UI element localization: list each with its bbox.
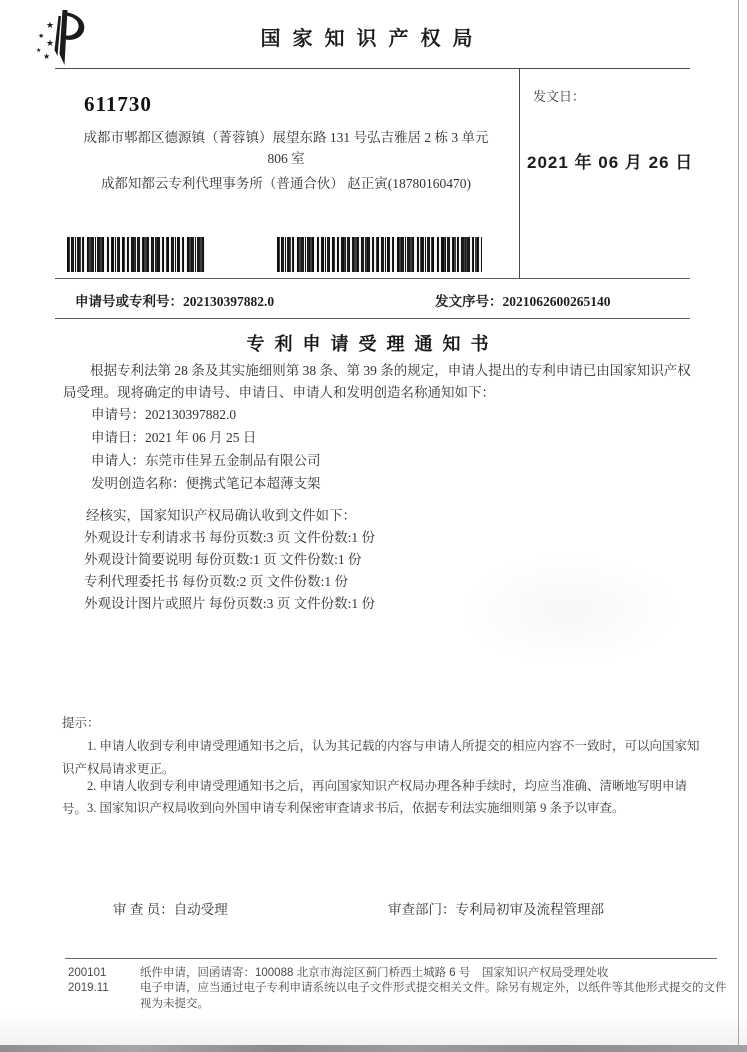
reference-rule	[55, 318, 690, 319]
page-edge-line	[738, 0, 739, 1052]
svg-text:★: ★	[38, 32, 45, 40]
photo-shadow	[460, 555, 680, 665]
field-label: 申请号：	[91, 407, 145, 422]
document-item: 外观设计专利请求书 每份页数:3 页 文件份数:1 份	[84, 530, 376, 545]
department-value: 专利局初审及流程管理部	[455, 902, 604, 917]
photo-bottom-fade	[0, 1011, 747, 1045]
footer-paper-instruction: 纸件申请，回函请寄：100088 北京市海淀区蓟门桥西土城路 6 号 国家知识产权局受理处收	[140, 967, 609, 979]
header-rule	[55, 68, 690, 69]
field-value: 202130397882.0	[145, 407, 237, 422]
barcode-serial	[277, 237, 482, 272]
department-row	[388, 898, 604, 918]
barcode-rule	[55, 278, 690, 279]
confirm-intro: 经核实，国家知识产权局确认收到文件如下：	[86, 508, 356, 523]
application-number-label: 申请号或专利号：	[75, 294, 183, 309]
field-label: 申请人：	[91, 453, 145, 468]
field-label: 发明创造名称：	[91, 476, 186, 491]
field-value: 2021 年 06 月 25 日	[145, 430, 257, 445]
tip-item: 2. 申请人收到专利申请受理通知书之后，再向国家知识产权局办理各种手续时，均应当准确、清晰地写明申请号。	[62, 779, 688, 816]
tip-item: 3. 国家知识产权局收到向外国申请专利保密审查请求书后，依据专利法实施细则第 9 条予以审查。	[87, 801, 625, 815]
field-applicant	[91, 450, 321, 472]
field-label: 申请日：	[91, 430, 145, 445]
postal-code: 611730	[84, 92, 152, 116]
agency-title: 国家知识产权局	[260, 28, 485, 50]
examiner-value: 自动受理	[173, 902, 228, 917]
recipient-agent-line: 成都知都云专利代理事务所（普通合伙） 赵正寅(18780160470)	[100, 176, 472, 191]
document-item: 外观设计图片或照片 每份页数:3 页 文件份数:1 份	[84, 596, 376, 611]
issue-date-label: 发文日：	[533, 89, 586, 104]
field-invention-title	[91, 473, 321, 495]
examiner-label: 审 查 员：	[113, 902, 174, 917]
document-item: 专利代理委托书 每份页数:2 页 文件份数:1 份	[84, 574, 349, 589]
form-code: 200101	[68, 967, 107, 979]
examiner-row	[113, 898, 228, 918]
date-box-border	[519, 68, 520, 278]
tip-item: 1. 申请人收到专利申请受理通知书之后，认为其记载的内容与申请人所提交的相应内容不一致时，可以向国家知识产权局请求更正。	[62, 739, 700, 776]
serial-number-value: 2021062600265140	[502, 294, 611, 309]
notice-intro: 根据专利法第 28 条及其实施细则第 38 条、第 39 条的规定，申请人提出的专利申请已由国家知识产权局受理。现将确定的申请号、申请日、申请人和发明创造名称通知如下：	[63, 363, 691, 400]
field-application-date	[91, 427, 256, 449]
footer-electronic-instruction: 电子申请，应当通过电子专利申请系统以电子文件形式提交相关文件。除另有规定外，以纸件等其他形式提交的文件视为未提交。	[140, 982, 727, 1010]
document-item: 外观设计简要说明 每份页数:1 页 文件份数:1 份	[84, 552, 362, 567]
issue-date-value: 2021 年 06 月 26 日	[527, 153, 694, 172]
application-number-row	[75, 290, 274, 310]
field-value: 东莞市佳昇五金制品有限公司	[145, 453, 321, 468]
serial-number-row	[435, 290, 611, 310]
form-date: 2019.11	[68, 982, 109, 994]
field-application-number	[91, 404, 236, 426]
recipient-address-line1: 成都市郫都区德源镇（菁蓉镇）展望东路 131 号弘吉雅居 2 栋 3 单元	[83, 130, 489, 145]
svg-text:★: ★	[43, 52, 51, 61]
photo-bottom-edge	[0, 1045, 747, 1052]
field-value: 便携式笔记本超薄支架	[185, 476, 321, 491]
notice-title: 专利申请受理通知书	[246, 334, 499, 354]
tips-label: 提示：	[62, 716, 100, 730]
department-label: 审查部门：	[388, 902, 456, 917]
svg-text:★: ★	[46, 20, 55, 30]
application-number-value: 202130397882.0	[183, 294, 275, 309]
barcode-application	[67, 237, 205, 272]
svg-text:★: ★	[36, 48, 42, 54]
recipient-address-line2: 806 室	[267, 151, 305, 166]
svg-text:★: ★	[46, 38, 55, 48]
footer-rule	[65, 958, 717, 959]
serial-number-label: 发文序号：	[435, 294, 503, 309]
